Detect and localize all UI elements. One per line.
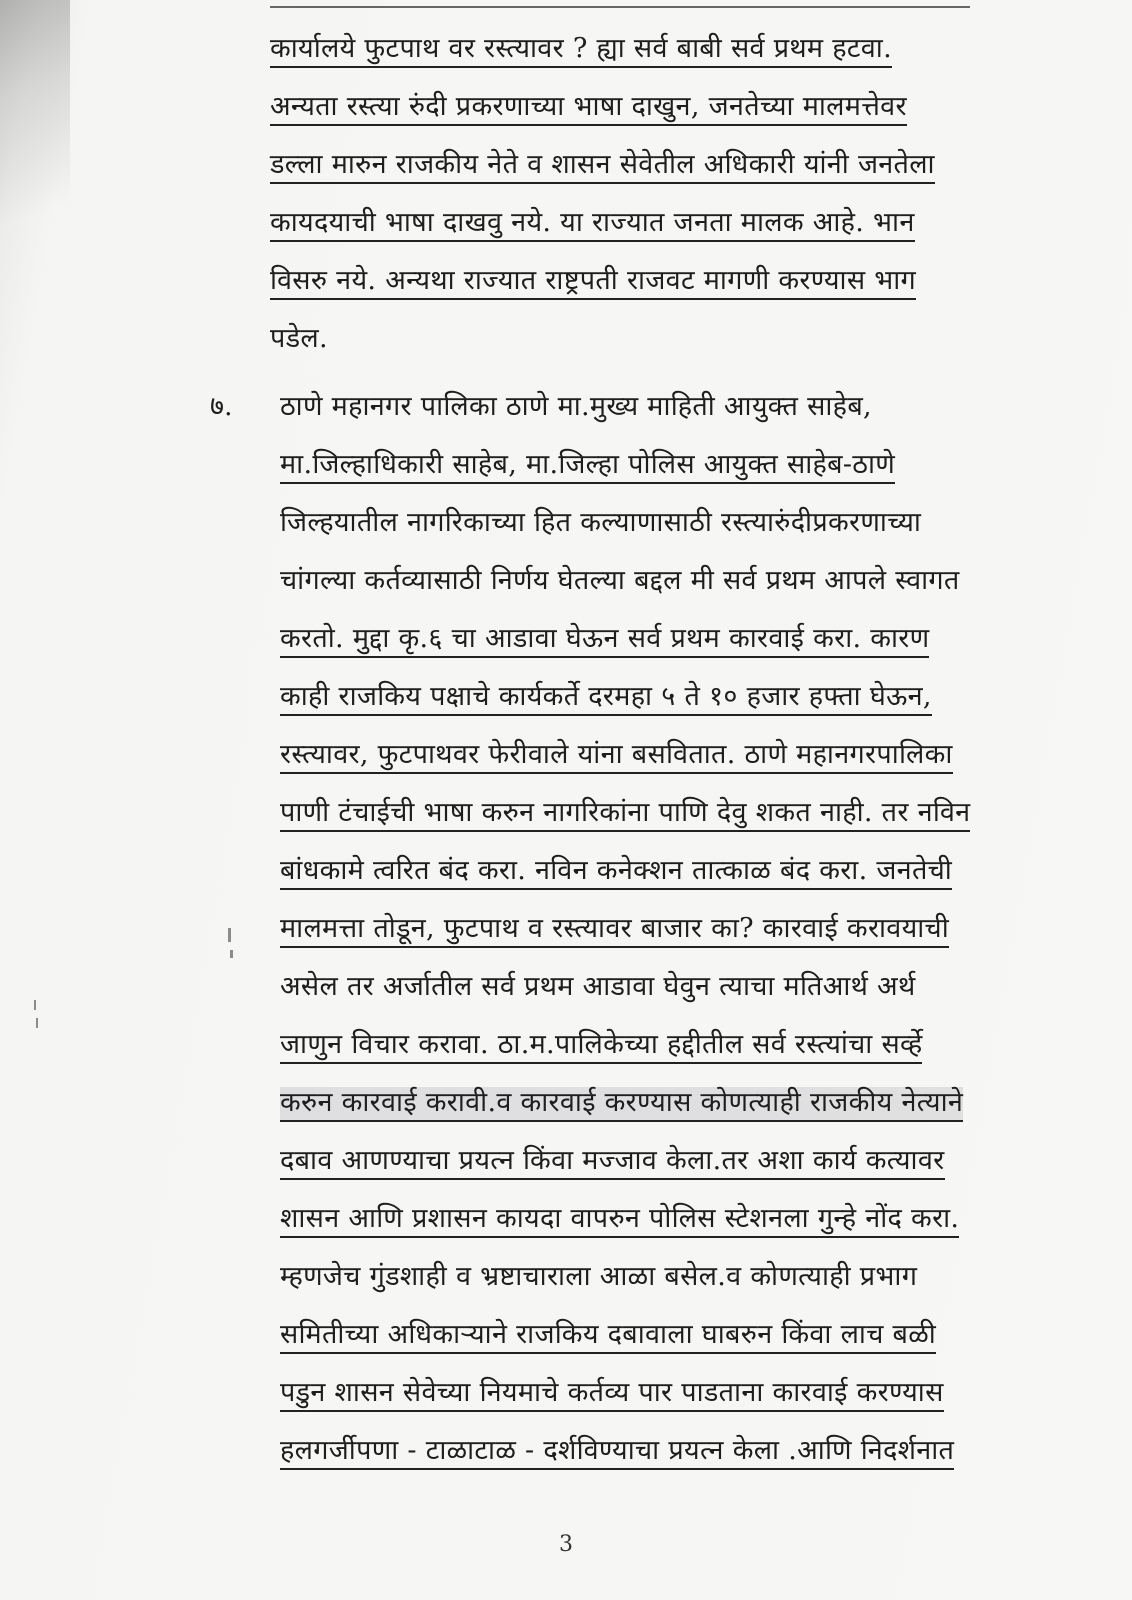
item-number: ७. (210, 391, 233, 422)
text-line: बांधकामे त्वरित बंद करा. नविन कनेक्शन तात्काळ बंद करा. जनतेची (280, 842, 995, 900)
text-line: विसरु नये. अन्यथा राज्यात राष्ट्रपती राजवट मागणी करण्यास भाग (270, 252, 990, 310)
text-line: कायदयाची भाषा दाखवु नये. या राज्यात जनता मालक आहे. भान (270, 194, 990, 252)
margin-mark (228, 928, 231, 942)
page-number: 3 (559, 1532, 573, 1557)
margin-mark (230, 950, 233, 958)
text-line: जिल्हयातील नागरिकाच्या हित कल्याणासाठी रस्त्यारुंदीप्रकरणाच्या (280, 507, 922, 538)
text-line: हलगर्जीपणा - टाळाटाळ - दर्शविण्याचा प्रयत्न केला .आणि निदर्शनात (280, 1422, 995, 1480)
cut-off-top-line (270, 0, 970, 8)
text-line: पडेल. (270, 323, 328, 354)
margin-mark (34, 1000, 36, 1010)
item-7-paragraph (280, 378, 995, 1480)
text-line: करतो. मुद्दा कृ.६ चा आडावा घेऊन सर्व प्रथम कारवाई करा. कारण (280, 610, 995, 668)
text-line: काही राजकिय पक्षाचे कार्यकर्ते दरमहा ५ ते १० हजार हफ्ता घेऊन, (280, 668, 995, 726)
text-line: समितीच्या अधिकाऱ्याने राजकिय दबावाला घाबरुन किंवा लाच बळी (280, 1306, 995, 1364)
text-line: डल्ला मारुन राजकीय नेते व शासन सेवेतील अधिकारी यांनी जनतेला (270, 136, 990, 194)
text-line: शासन आणि प्रशासन कायदा वापरुन पोलिस स्टेशनला गुन्हे नोंद करा. (280, 1190, 995, 1248)
text-line: पाणी टंचाईची भाषा करुन नागरिकांना पाणि देवु शकत नाही. तर नविन (280, 784, 995, 842)
text-line: ठाणे महानगर पालिका ठाणे मा.मुख्य माहिती आयुक्त साहेब, (280, 391, 872, 422)
text-line: कार्यालये फुटपाथ वर रस्त्यावर ? ह्या सर्व बाबी सर्व प्रथम हटवा. (270, 20, 990, 78)
text-line: जाणुन विचार करावा. ठा.म.पालिकेच्या हद्दीतील सर्व रस्त्यांचा सर्व्हे (280, 1016, 995, 1074)
page-fold-shadow (0, 0, 70, 260)
text-line: म्हणजेच गुंडशाही व भ्रष्टाचाराला आळा बसेल.व कोणत्याही प्रभाग (280, 1261, 918, 1292)
text-line: करुन कारवाई करावी.व कारवाई करण्यास कोणत्याही राजकीय नेत्याने (280, 1074, 995, 1132)
margin-mark (36, 1018, 38, 1028)
text-line: रस्त्यावर, फुटपाथवर फेरीवाले यांना बसवितात. ठाणे महानगरपालिका (280, 726, 995, 784)
text-line: पडुन शासन सेवेच्या नियमाचे कर्तव्य पार पाडताना कारवाई करण्यास (280, 1364, 995, 1422)
text-line: मा.जिल्हाधिकारी साहेब, मा.जिल्हा पोलिस आयुक्त साहेब-ठाणे (280, 436, 995, 494)
text-line: अन्यता रस्त्या रुंदी प्रकरणाच्या भाषा दाखुन, जनतेच्या मालमत्तेवर (270, 78, 990, 136)
text-line: मालमत्ता तोडून, फुटपाथ व रस्त्यावर बाजार का? कारवाई करावयाची (280, 900, 995, 958)
text-line: दबाव आणण्याचा प्रयत्न किंवा मज्जाव केला.तर अशा कार्य कत्यावर (280, 1132, 995, 1190)
text-line: चांगल्या कर्तव्यासाठी निर्णय घेतल्या बद्दल मी सर्व प्रथम आपले स्वागत (280, 565, 960, 596)
continued-paragraph (270, 20, 990, 368)
text-line: असेल तर अर्जातील सर्व प्रथम आडावा घेवुन त्याचा मतिआर्थ अर्थ (280, 971, 916, 1002)
